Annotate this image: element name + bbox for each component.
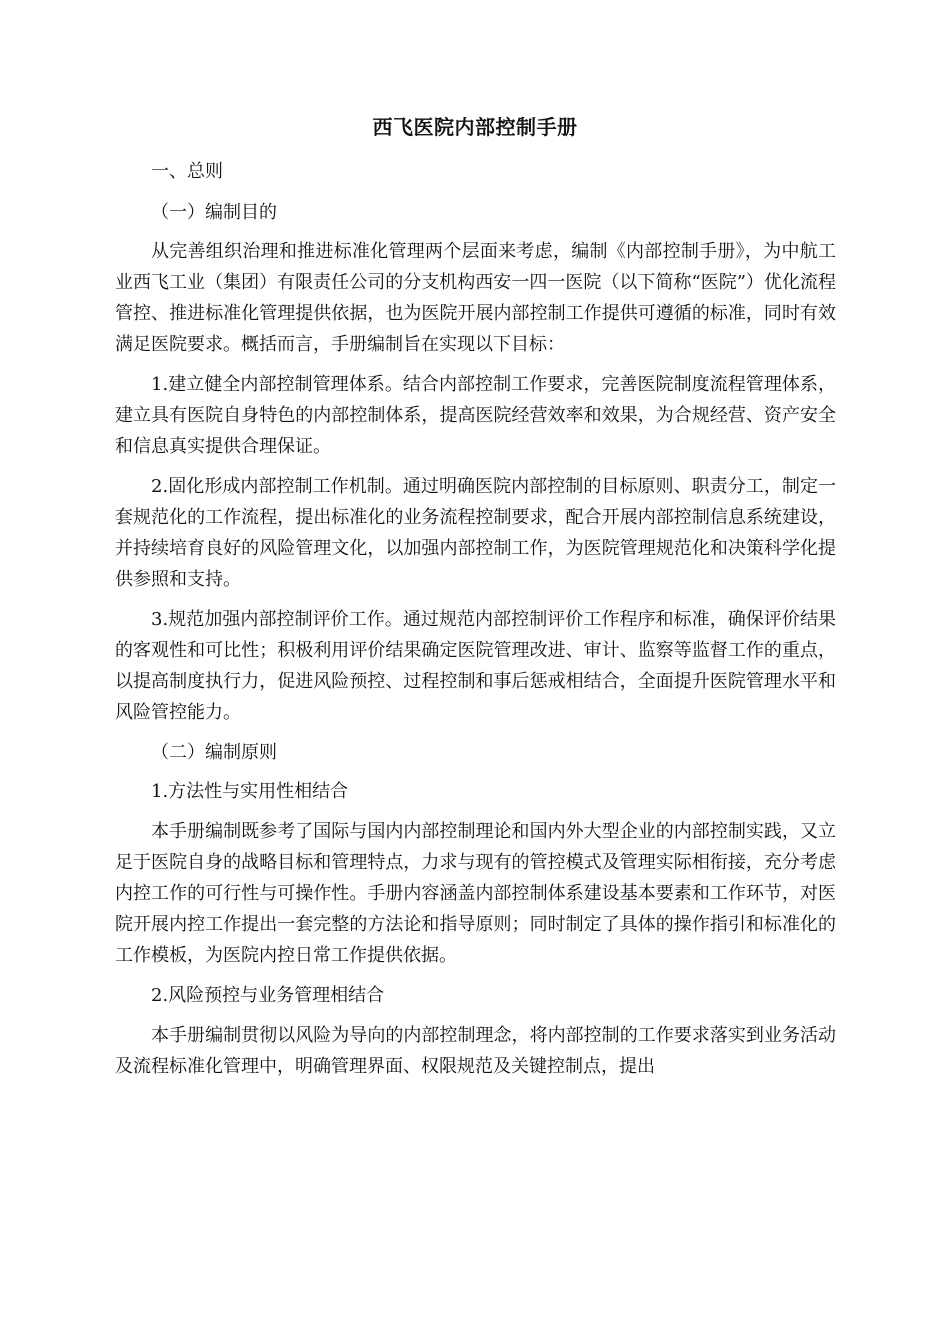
paragraph-goal-3: 3.规范加强内部控制评价工作。通过规范内部控制评价工作程序和标准，确保评价结果的客观性和可比性；积极利用评价结果确定医院管理改进、审计、监察等监督工作的重点，以提高制度执行力，促进风险预控、过程控制和事后惩戒相结合，全面提升医院管理水平和风险管控能力。 (115, 609, 836, 723)
document-body (115, 156, 836, 1091)
paragraph-goal-2: 2.固化形成内部控制工作机制。通过明确医院内部控制的目标原则、职责分工，制定一套规范化的工作流程，提出标准化的业务流程控制要求，配合开展内部控制信息系统建设，并持续培育良好的风险管理文化，以加强内部控制工作，为医院管理规范化和决策科学化提供参照和支持。 (115, 476, 836, 590)
subsection-heading-principles: （二）编制原则 (151, 742, 277, 763)
paragraph-purpose-intro: 从完善组织治理和推进标准化管理两个层面来考虑，编制《内部控制手册》，为中航工业西飞工业（集团）有限责任公司的分支机构西安一四一医院（以下简称“医院”）优化流程管控、推进标准化管理提供依据，也为医院开展内部控制工作提供可遵循的标准，同时有效满足医院要求。概括而言，手册编制旨在实现以下目标： (115, 241, 836, 355)
paragraph-principle-1: 本手册编制既参考了国际与国内内部控制理论和国内外大型企业的内部控制实践，又立足于医院自身的战略目标和管理特点，力求与现有的管控模式及管理实际相衔接，充分考虑内控工作的可行性与可操作性。手册内容涵盖内部控制体系建设基本要素和工作环节，对医院开展内控工作提出一套完整的方法论和指导原则；同时制定了具体的操作指引和标准化的工作模板，为医院内控日常工作提供依据。 (115, 821, 836, 966)
principle-heading-2: 2.风险预控与业务管理相结合 (151, 985, 385, 1006)
paragraph-principle-2: 本手册编制贯彻以风险为导向的内部控制理念，将内部控制的工作要求落实到业务活动及流程标准化管理中，明确管理界面、权限规范及关键控制点，提出 (115, 1025, 836, 1077)
principle-heading-1: 1.方法性与实用性相结合 (151, 781, 349, 802)
subsection-heading-purpose: （一）编制目的 (151, 202, 277, 223)
paragraph-goal-1: 1.建立健全内部控制管理体系。结合内部控制工作要求，完善医院制度流程管理体系，建立具有医院自身特色的内部控制体系，提高医院经营效率和效果，为合规经营、资产安全和信息真实提供合理保证。 (115, 374, 836, 457)
section-heading-general: 一、总则 (151, 161, 223, 182)
document-title: 西飞医院内部控制手册 (372, 115, 578, 139)
